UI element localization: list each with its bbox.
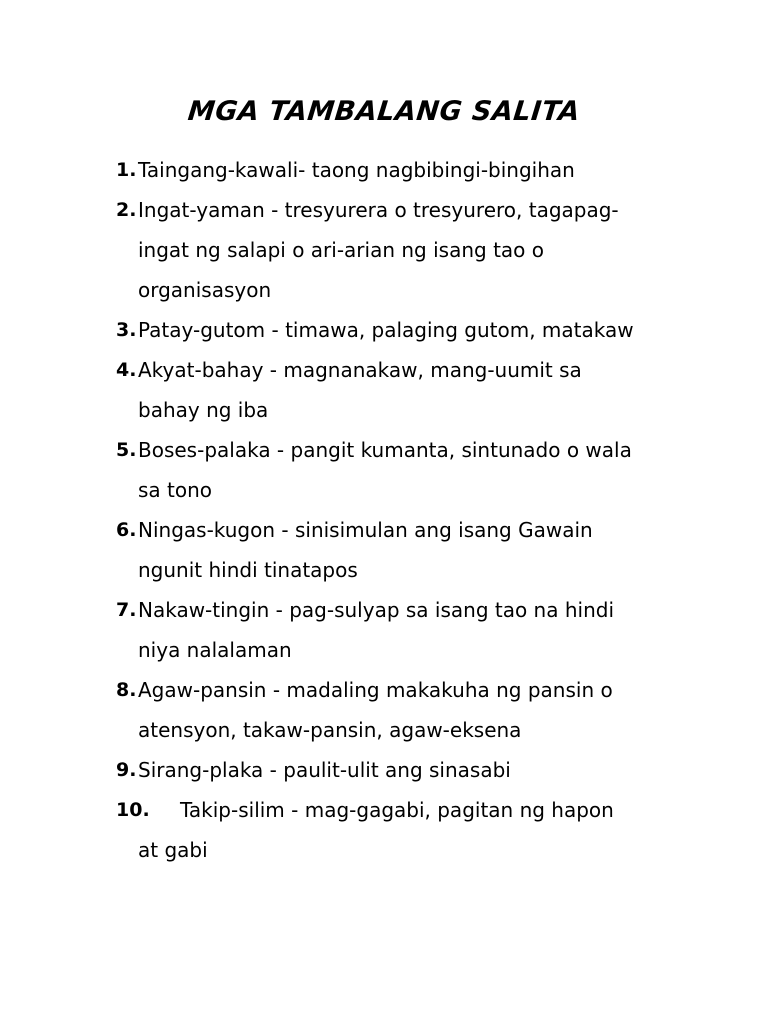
item-text — [138, 670, 716, 750]
compound-words-list — [116, 150, 716, 870]
item-text — [138, 790, 716, 870]
item-number: 6. — [116, 519, 137, 541]
list-item — [116, 190, 716, 310]
item-text — [138, 590, 716, 670]
item-line: Akyat-bahay - magnanakaw, mang-uumit sa — [138, 358, 582, 382]
item-number: 8. — [116, 679, 137, 701]
list-item — [116, 150, 716, 190]
item-text — [138, 150, 716, 190]
document-title: MGA TAMBALANG SALITA — [186, 96, 582, 127]
item-text — [138, 430, 716, 510]
list-item — [116, 350, 716, 430]
item-line: at gabi — [138, 838, 208, 862]
item-line: niya nalalaman — [138, 638, 292, 662]
item-number: 2. — [116, 199, 137, 221]
list-item — [116, 670, 716, 750]
item-number: 9. — [116, 759, 137, 781]
item-text — [138, 190, 716, 310]
item-line: ngunit hindi tinatapos — [138, 558, 358, 582]
item-text — [138, 310, 716, 350]
list-item — [116, 310, 716, 350]
item-text — [138, 350, 716, 430]
item-text — [138, 510, 716, 590]
item-line: Patay-gutom - timawa, palaging gutom, matakaw — [138, 318, 634, 342]
item-number: 4. — [116, 359, 137, 381]
item-number: 10. — [116, 799, 150, 821]
item-line: sa tono — [138, 478, 213, 502]
list-item — [116, 510, 716, 590]
item-line: Nakaw-tingin - pag-sulyap sa isang tao na hindi — [138, 598, 615, 622]
item-line: organisasyon — [138, 278, 272, 302]
item-line: Boses-palaka - pangit kumanta, sintunado o wala — [138, 438, 632, 462]
list-item — [116, 750, 716, 790]
item-number: 7. — [116, 599, 137, 621]
item-line: Ingat-yaman - tresyurera o tresyurero, tagapag- — [138, 198, 619, 222]
item-line: Ningas-kugon - sinisimulan ang isang Gawain — [138, 518, 593, 542]
item-text — [138, 750, 716, 790]
item-line: Sirang-plaka - paulit-ulit ang sinasabi — [138, 758, 511, 782]
item-line: bahay ng iba — [138, 398, 269, 422]
item-line: ingat ng salapi o ari-arian ng isang tao o — [138, 238, 544, 262]
item-line: Agaw-pansin - madaling makakuha ng pansin o — [138, 678, 613, 702]
item-number: 3. — [116, 319, 137, 341]
item-number: 1. — [116, 159, 137, 181]
item-line: Takip-silim - mag-gagabi, pagitan ng hapon — [180, 798, 614, 822]
item-line: atensyon, takaw-pansin, agaw-eksena — [138, 718, 522, 742]
list-item — [116, 790, 716, 870]
list-item — [116, 590, 716, 670]
item-number: 5. — [116, 439, 137, 461]
item-line: Taingang-kawali- taong nagbibingi-bingihan — [138, 158, 575, 182]
list-item — [116, 430, 716, 510]
